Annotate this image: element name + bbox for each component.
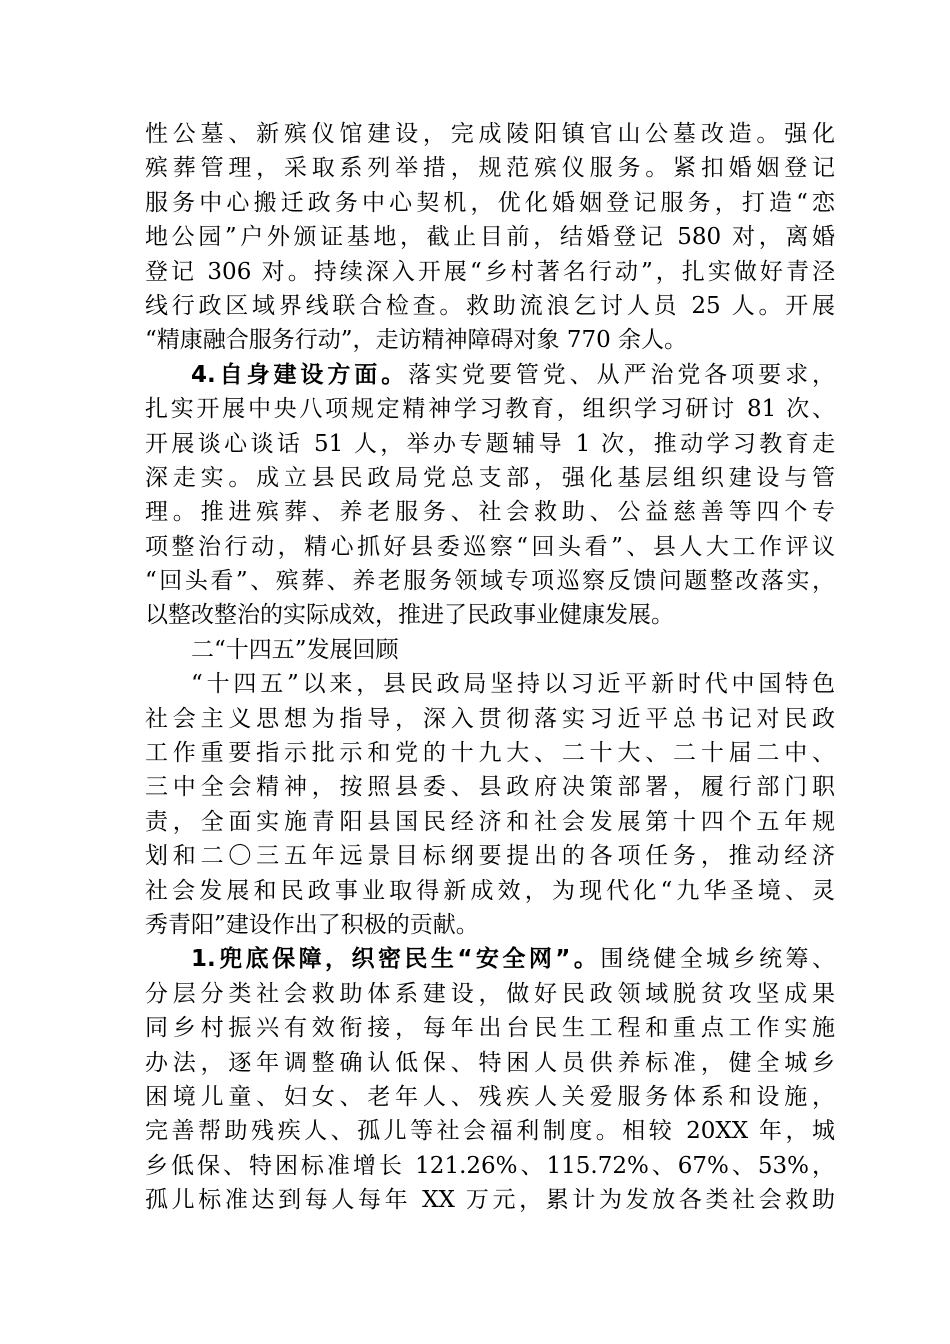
paragraph-civil-services	[145, 117, 835, 358]
text-line: 项整治行动，精心抓好县委巡察“回头看”、县人大工作评议	[145, 533, 835, 560]
text-line: 困境儿童、妇女、老年人、残疾人关爱服务体系和设施，	[145, 1083, 835, 1110]
paragraph-safety-net	[145, 942, 835, 1217]
text-line: 理。推进殡葬、养老服务、社会救助、公益慈善等四个专	[145, 499, 835, 526]
text-line: 三中全会精神，按照县委、县政府决策部署，履行部门职	[145, 774, 835, 801]
text-line: 秀青阳”建设作出了积极的贡献。	[145, 911, 479, 938]
text-line: 性公墓、新殡仪馆建设，完成陵阳镇官山公墓改造。强化	[145, 121, 835, 147]
text-line: 登记 306 对。持续深入开展“乡村著名行动”，扎实做好青泾	[145, 258, 835, 285]
text-line: 开展谈心谈话 51 人，举办专题辅导 1 次，推动学习教育走	[145, 430, 835, 457]
text-line: “十四五”以来，县民政局坚持以习近平新时代中国特色	[191, 671, 835, 698]
text-line: 社会主义思想为指导，深入贯彻落实习近平总书记对民政	[145, 705, 835, 732]
text-segment: 围绕健全城乡统筹、	[600, 946, 835, 973]
paragraph-review-intro	[145, 667, 835, 942]
text-segment: 落实党要管党、从严治党各项要求，	[408, 361, 835, 388]
section-heading: 1.兜底保障，织密民生“安全网”。	[191, 946, 601, 973]
text-line: 划和二〇三五年远景目标纲要提出的各项任务，推动经济	[145, 843, 835, 870]
text-line: 线行政区域界线联合检查。救助流浪乞讨人员 25 人。开展	[145, 292, 835, 319]
section-heading: 4.自身建设方面。	[191, 361, 409, 388]
part-heading: 二“十四五”发展回顾	[191, 636, 399, 663]
section-first-line	[145, 358, 835, 392]
text-line: “精康融合服务行动”，走访精神障碍对象 770 余人。	[145, 327, 688, 354]
document-page	[145, 117, 835, 1218]
text-line: “回头看”、殡葬、养老服务领域专项巡察反馈问题整改落实，	[145, 568, 835, 595]
text-line: 以整改整治的实际成效，推进了民政事业健康发展。	[145, 602, 674, 629]
text-line: 地公园”户外颁证基地，截止目前，结婚登记 580 对，离婚	[145, 224, 835, 251]
text-line: 乡低保、特困标准增长 121.26%、115.72%、67%、53%，	[145, 1152, 835, 1179]
text-line: 分层分类社会救助体系建设，做好民政领域脱贫攻坚成果	[145, 980, 835, 1007]
text-line: 服务中心搬迁政务中心契机，优化婚姻登记服务，打造“恋	[145, 189, 835, 216]
text-line: 同乡村振兴有效衔接，每年出台民生工程和重点工作实施	[145, 1015, 835, 1042]
paragraph-self-construction	[145, 358, 835, 633]
section-first-line	[145, 942, 835, 976]
text-line: 办法，逐年调整确认低保、特困人员供养标准，健全城乡	[145, 1049, 835, 1076]
text-line: 孤儿标准达到每人每年 XX 万元，累计为发放各类社会救助	[145, 1187, 835, 1214]
text-line: 完善帮助残疾人、孤儿等社会福利制度。相较 20XX 年，城	[145, 1118, 835, 1145]
text-line: 责，全面实施青阳县国民经济和社会发展第十四个五年规	[145, 808, 835, 835]
text-line: 工作重要指示批示和党的十九大、二十大、二十届二中、	[145, 740, 835, 767]
text-line: 殡葬管理，采取系列举措，规范殡仪服务。紧扣婚姻登记	[145, 155, 835, 182]
text-line: 社会发展和民政事业取得新成效，为现代化“九华圣境、灵	[145, 877, 835, 904]
text-line: 深走实。成立县民政局党总支部，强化基层组织建设与管	[145, 464, 835, 491]
text-line: 扎实开展中央八项规定精神学习教育，组织学习研讨 81 次、	[145, 396, 835, 423]
